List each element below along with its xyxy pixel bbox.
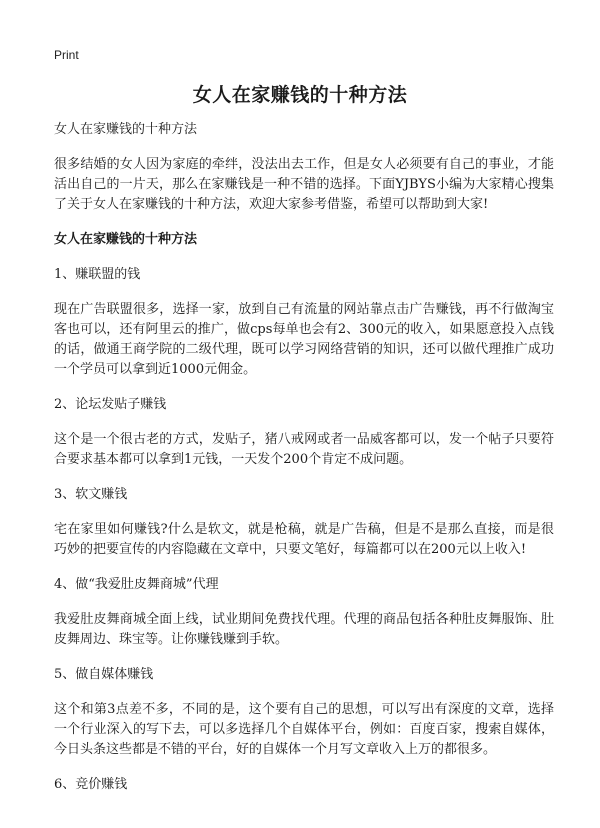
item-body: 我爱肚皮舞商城全面上线，试业期间免费找代理。代理的商品包括各种肚皮舞服饰、肚皮舞周边、珠宝等。让你赚钱赚到手软。 xyxy=(54,612,554,647)
item-heading: 5、做自媒体赚钱 xyxy=(54,667,154,682)
item-body: 这个和第3点差不多，不同的是，这个要有自己的思想，可以写出有深度的文章，选择一个行业深入的写下去，可以多选择几个自媒体平台，例如：百度百家，搜索自媒体，今日头条这些都是不错的平台，好的自媒体一个月写文章收入上万的都很多。 xyxy=(54,702,554,757)
item-heading: 4、做“我爱肚皮舞商城”代理 xyxy=(54,577,219,592)
page-title: 女人在家赚钱的十种方法 xyxy=(192,84,408,106)
article-subtitle: 女人在家赚钱的十种方法 xyxy=(54,122,198,137)
item-heading: 1、赚联盟的钱 xyxy=(54,267,141,282)
print-label: Print xyxy=(54,48,79,62)
intro-paragraph: 很多结婚的女人因为家庭的牵绊，没法出去工作，但是女人必须要有自己的事业，才能活出自己的一片天，那么在家赚钱是一种不错的选择。下面YJBYS小编为大家精心搜集了关于女人在家赚钱的十种方法，欢迎大家参考借鉴，希望可以帮助到大家! xyxy=(54,157,554,212)
item-body: 现在广告联盟很多，选择一家，放到自己有流量的网站靠点击广告赚钱，再不行做淘宝客也可以，还有阿里云的推广，做cps每单也会有2、300元的收入，如果愿意投入点钱的话，做通王商学院的二级代理，既可以学习网络营销的知识，还可以做代理推广成功一个学员可以拿到近1000元佣金。 xyxy=(54,302,554,377)
item-body: 这个是一个很古老的方式，发贴子，猪八戒网或者一品威客都可以，发一个帖子只要符合要求基本都可以拿到1元钱，一天发个200个肯定不成问题。 xyxy=(54,432,554,467)
item-heading: 6、竞价赚钱 xyxy=(54,777,128,792)
item-heading: 2、论坛发贴子赚钱 xyxy=(54,397,167,412)
item-body: 宅在家里如何赚钱?什么是软文，就是枪稿，就是广告稿，但是不是那么直接，而是很巧妙的把要宣传的内容隐藏在文章中，只要文笔好，每篇都可以在200元以上收入! xyxy=(54,522,554,557)
article-content xyxy=(54,120,554,795)
section-heading: 女人在家赚钱的十种方法 xyxy=(54,232,198,247)
item-heading: 3、软文赚钱 xyxy=(54,487,128,502)
